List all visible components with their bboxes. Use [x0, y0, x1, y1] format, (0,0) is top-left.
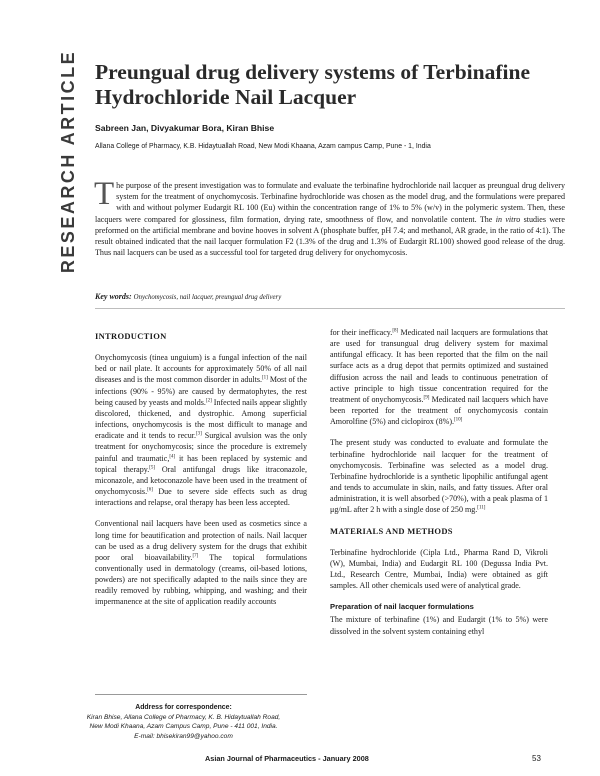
right-column	[330, 327, 548, 647]
text-run: Conventional nail lacquers have been used as cosmetics since a long time for beautification and protection of nails. Nail lacquer can be used as a drug delivery system for the drugs that exhibit poor oral bioavailability.	[95, 519, 307, 562]
citation: [3]	[196, 431, 202, 437]
citation: [9]	[423, 395, 430, 401]
correspondence-email[interactable]: E-mail: bhisekiran99@yahoo.com	[134, 732, 233, 740]
abstract-text-1: he purpose of the present investigation was to formulate and evaluate the terbinafine hydrochloride nail lacquer as preungual drug delivery system for the treatment of onychomycosis. Terbinafine hydrochloride was chosen as the model drug, and the formulations were prepared with and without polymer Eudargit RL 100 (Eu) within the concentration range of 1% to 5% (w/v) in the polymeric system. Then, these lacquers were compared for glossiness, film formation, drying rate, smoothness of flow, and nonvolatile content. The	[95, 181, 565, 224]
citation: [7]	[192, 553, 199, 559]
citation: [5]	[149, 465, 156, 471]
journal-footer: Asian Journal of Pharmaceutics - January 2008	[205, 754, 369, 763]
correspondence-heading: Address for correspondence:	[135, 704, 232, 711]
abstract-divider	[95, 308, 565, 309]
methods-subheading: Preparation of nail lacquer formulations	[330, 602, 474, 612]
author-affiliation: Allana College of Pharmacy, K.B. Hidaytuallah Road, New Modi Khaana, Azam campus Camp, Pune - 1, India	[95, 143, 431, 150]
left-column	[95, 331, 307, 618]
text-run: Medicated nail lacquers which have been reported for the treatment of onychomycosis contain Amorolfine (5%) and ciclopirox (8%).	[330, 394, 549, 427]
correspondence-line-1: Kiran Bhise, Allana College of Pharmacy, K. B. Hidaytuallah Road,	[86, 714, 281, 722]
abstract-dropcap: T	[94, 176, 115, 212]
keywords-text: Onychomycosis, nail lacquer, preungual drug delivery	[133, 294, 282, 301]
article-title: Preungual drug delivery systems of Terbinafine Hydrochloride Nail Lacquer	[95, 60, 530, 109]
intro-paragraph-4	[330, 437, 548, 515]
keywords	[95, 292, 565, 301]
author-list: Sabreen Jan, Divyakumar Bora, Kiran Bhise	[95, 123, 275, 133]
intro-paragraph-1	[95, 352, 307, 508]
page-number: 53	[532, 754, 541, 763]
text-run: Medicated nail lacquers are formulations that are used for transungual drug delivery system for maximal antifungal efficacy. It has been reported that the film on the nail surface acts as a drug depot that permits optimized and sustained diffusion across the nail and leads to continuous penetration of active principle to high tissue concentration required for the treatment of onychomycosis.	[330, 328, 548, 404]
intro-paragraph-2	[95, 518, 307, 607]
citation: [1]	[262, 375, 268, 381]
citation: [10]	[454, 417, 463, 423]
text-run: Oral antifungal drugs like itraconazole, miconazole, and ketoconazole have been used in the treatment of onychomycosis.	[95, 464, 307, 497]
citation: [11]	[477, 505, 486, 511]
text-run: The topical formulations conventionally used in dermatology (creams, oil-based lotions, powders) are not specifically adapted to the nails since they are readily removed by rubbing, whipping, and washing; and their impermanence at the site of application readily accounts	[95, 552, 307, 607]
text-run: Due to severe side effects such as drug interactions and relapse, oral therapy has been less accepted.	[95, 487, 307, 508]
methods-heading: MATERIALS AND METHODS	[330, 525, 453, 536]
keywords-label: Key words:	[95, 292, 132, 301]
text-run: Surgical avulsion was the only treatment for onychomycosis; since the procedure is extremely painful and traumatic,	[95, 431, 307, 463]
abstract-text-2: studies were preformed on the artificial membrane and bovine hooves in solvent A (phosphate buffer, pH 7.4; and methanol, AR grade, in the ratio of 4:1). The result obtained indicated that the nail lacquer formulation F2 (1.3% of the drug and 1.3% of Eudargit RL100) showed good release of the drug. Thus nail lacquers can be used as a successful tool for targeted drug delivery for onychomycosis.	[95, 214, 565, 258]
intro-paragraph-3	[330, 327, 548, 427]
text-run: for their inefficacy.	[330, 328, 393, 337]
section-label	[52, 49, 86, 273]
text-run: Onychomycosis (tinea unguium) is a fungal infection of the nail bed or nail plate. It accounts for approximately 50% of all nail diseases and is the most common disorder in adults.	[95, 353, 307, 385]
citation: [2]	[205, 398, 212, 404]
text-run: Most of the infections (90% - 95%) are caused by dermatophytes, the rest being caused by yeasts and molds.	[95, 375, 307, 407]
section-label-text: RESEARCH ARTICLE	[58, 49, 79, 273]
correspondence-block	[60, 703, 307, 741]
methods-paragraph-2: The mixture of terbinafine (1%) and Eudargit (1% to 5%) were dissolved in the solvent system containing ethyl	[330, 615, 548, 636]
text-run: it has been replaced by systemic and topical therapy.	[95, 453, 307, 474]
citation: [4]	[169, 453, 176, 459]
citation: [8]	[392, 328, 399, 334]
correspondence-divider	[95, 694, 307, 695]
intro-heading: INTRODUCTION	[95, 331, 167, 341]
abstract	[94, 176, 565, 258]
citation: [6]	[147, 487, 153, 493]
abstract-italic: in vitro	[495, 214, 521, 224]
text-run: Infected nails appear slightly discolored, thickened, and dystrophic. Among superficial infections, onychomycosis is the most difficult to manage and eradicate and it tends to recur.	[95, 397, 307, 441]
text-run: The present study was conducted to evaluate and formulate the terbinafine hydrochloride nail lacquer for the treatment of onychomycosis. Terbinafine was selected as a model drug. Terbinafine hydrochloride is a synthetic lipophilic antifungal agent and tends to accumulate in skin, nails, and fatty tissues. After oral administration, it is well absorbed (>70%), with a peak plasma of 1 μg/mL after 2 h with a single dose of 250 mg.	[330, 438, 548, 515]
methods-paragraph-1: Terbinafine hydrochloride (Cipla Ltd., Pharma Rand D, Vikroli (W), Mumbai, India) and Eudargit RL 100 (Degussa India Pvt. Ltd., Research Centre, Mumbai, India) were obtained as gift samples. All other chemicals used were of analytical grade.	[330, 547, 548, 591]
correspondence-line-2: New Modi Khaana, Azam Campus Camp, Pune - 411 001, India.	[89, 723, 278, 731]
